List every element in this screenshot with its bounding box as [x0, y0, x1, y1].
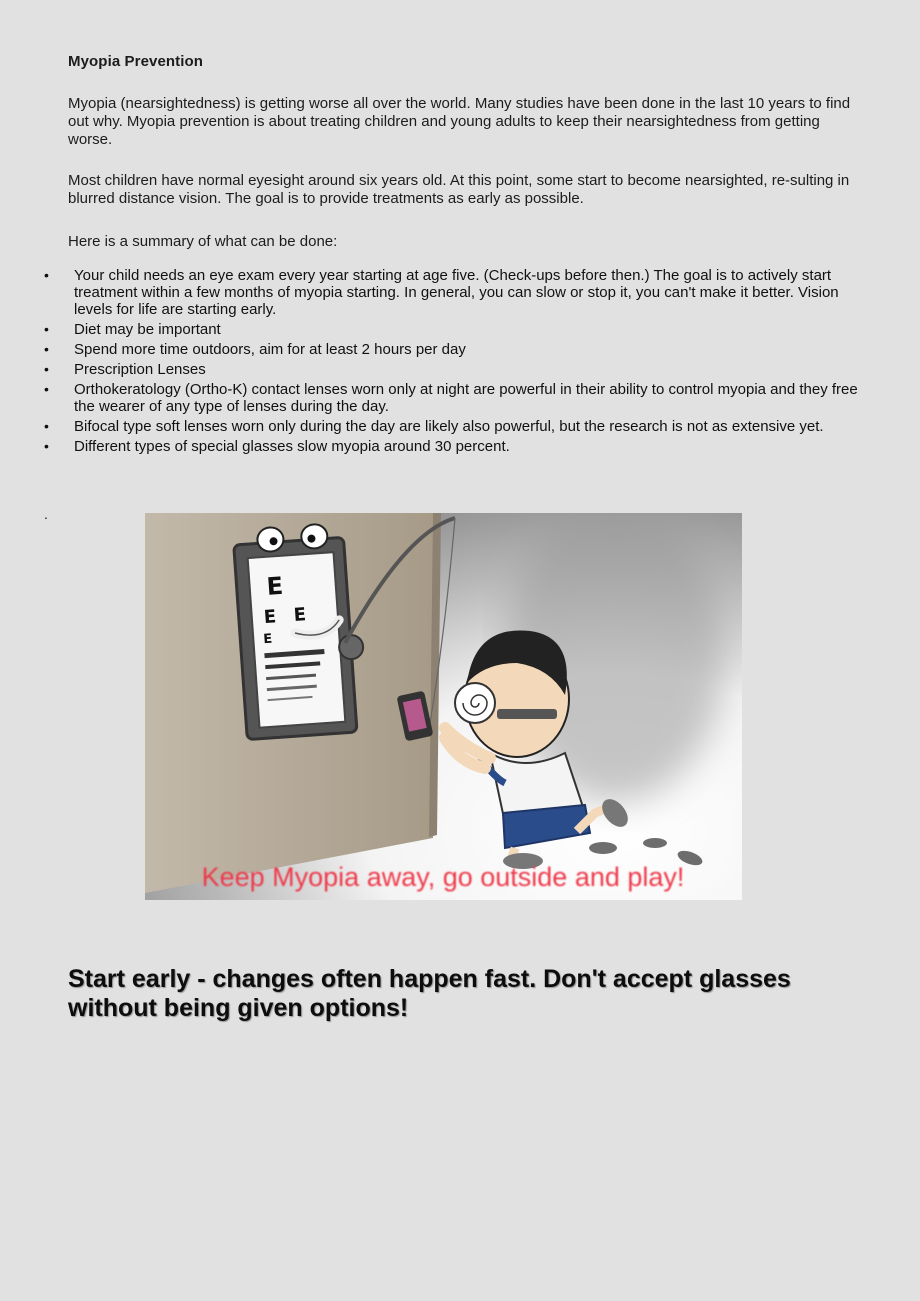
- document-title: Myopia Prevention: [68, 53, 204, 70]
- list-item-text: Your child needs an eye exam every year starting at age five. (Check-ups before then.) The goal is to actively start treatment within a few months of myopia starting. In general, you can slow or stop it, you can't make it better. Vision levels for life are starting early.: [74, 267, 839, 318]
- summary-lead-paragraph: Here is a summary of what can be done:: [68, 233, 338, 250]
- intro-paragraph: Myopia (nearsightedness) is getting worse all over the world. Many studies have been done in the last 10 years to find out why. Myopia prevention is about treating children and young adults to keep their nearsightedness from getting worse.: [68, 95, 851, 148]
- list-item: [40, 381, 860, 415]
- bullet-icon: •: [44, 361, 49, 377]
- list-item-text: Diet may be important: [74, 321, 221, 338]
- list-item-text: Prescription Lenses: [74, 361, 206, 378]
- myopia-cartoon-illustration: [145, 513, 742, 900]
- list-item: [40, 361, 860, 378]
- list-item-text: Spend more time outdoors, aim for at least 2 hours per day: [74, 341, 466, 358]
- chart-letter: E: [265, 571, 285, 601]
- list-item: [40, 438, 860, 455]
- onset-paragraph: Most children have normal eyesight around six years old. At this point, some start to become nearsighted, re-sulting in blurred distance vision. The goal is to provide treatments as early as possible.: [68, 172, 850, 207]
- list-item: [40, 267, 860, 318]
- list-item-text: Bifocal type soft lenses worn only during the day are likely also powerful, but the research is not as extensive yet.: [74, 418, 824, 435]
- chart-letter: E: [263, 606, 277, 629]
- cartoon-drawing: [145, 513, 742, 900]
- chart-letter: E: [262, 631, 273, 648]
- illustration-caption: Keep Myopia away, go outside and play!: [201, 862, 685, 892]
- bullet-icon: •: [44, 381, 49, 397]
- bullet-icon: •: [44, 341, 49, 357]
- list-item: [40, 418, 860, 435]
- bullet-icon: •: [44, 418, 49, 434]
- chart-letter: E: [293, 604, 307, 627]
- bullet-icon: •: [44, 321, 49, 337]
- closing-callout: Start early - changes often happen fast. Don't accept glasses without being given options!: [68, 965, 791, 1022]
- list-item: [40, 341, 860, 358]
- list-item-text: Different types of special glasses slow myopia around 30 percent.: [74, 438, 510, 455]
- list-item-text: Orthokeratology (Ortho-K) contact lenses worn only at night are powerful in their ability to control myopia and they free the wearer of any type of lenses during the day.: [74, 381, 858, 415]
- separator-dot: .: [44, 506, 48, 522]
- bullet-icon: •: [44, 438, 49, 454]
- treatment-list: [40, 267, 860, 458]
- list-item: [40, 321, 860, 338]
- bullet-icon: •: [44, 267, 49, 283]
